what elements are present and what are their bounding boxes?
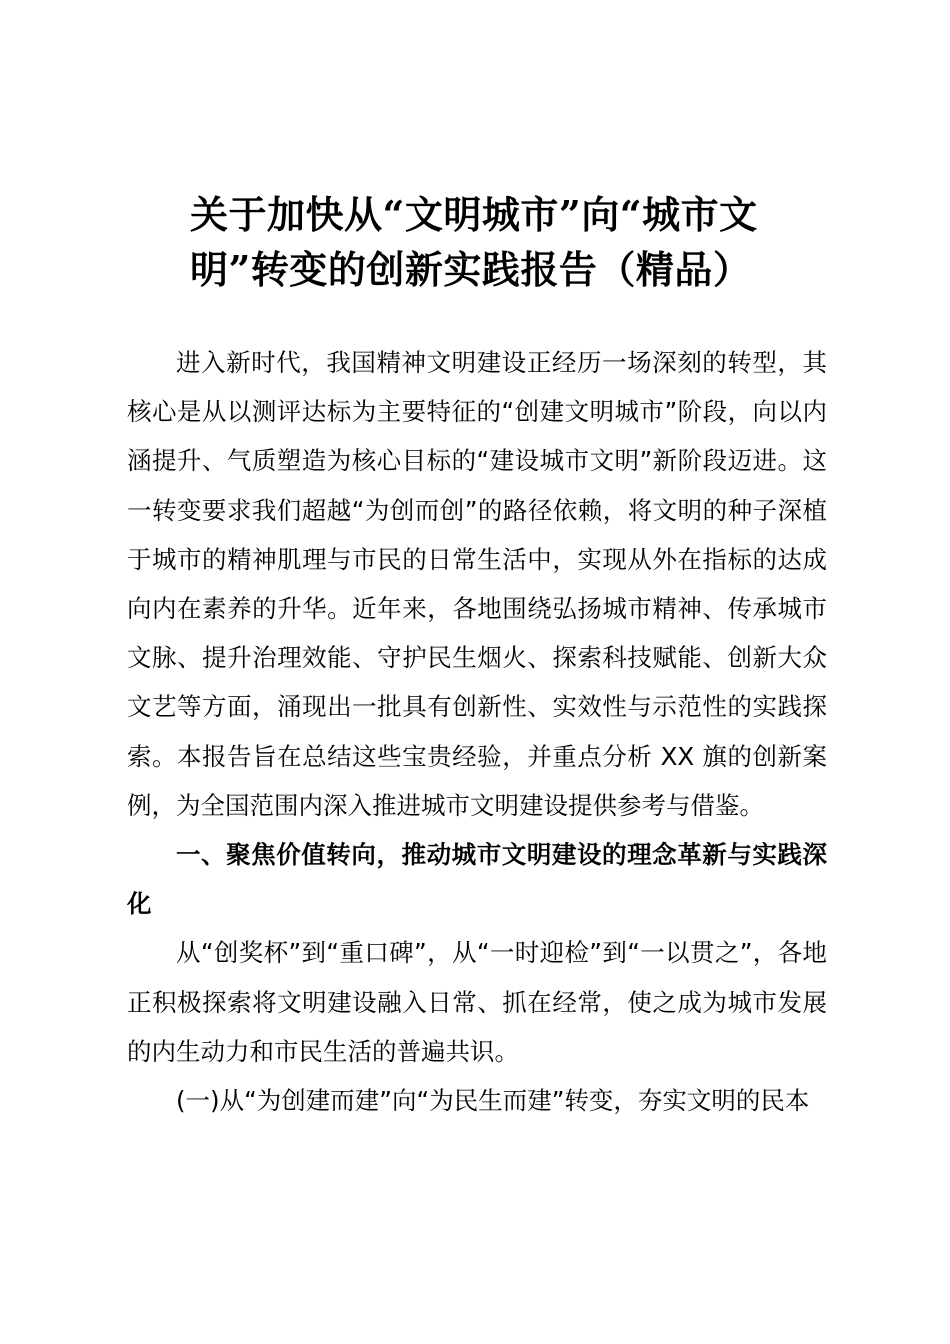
intro-paragraph: 进入新时代，我国精神文明建设正经历一场深刻的转型，其核心是从以测评达标为主要特征的“创建文明城市”阶段，向以内涵提升、气质塑造为核心目标的“建设城市文明”新阶段迈进。这一转变要求我们超越“为创而创”的路径依赖，将文明的种子深植于城市的精神肌理与市民的日常生活中，实现从外在指标的达成向内在素养的升华。近年来，各地围绕弘扬城市精神、传承城市文脉、提升治理效能、守护民生烟火、探索科技赋能、创新大众文艺等方面，涌现出一批具有创新性、实效性与示范性的实践探索。本报告旨在总结这些宝贵经验，并重点分析 XX 旗的创新案例，为全国范围内深入推进城市文明建设提供参考与借鉴。: [127, 348, 827, 820]
title-line-1: 关于加快从“文明城市”向“城市文: [190, 192, 758, 237]
document-title: [190, 187, 830, 297]
subsection-heading: (一)从“为创建而建”向“为民生而建”转变，夯实文明的民本: [176, 1086, 810, 1116]
title-line-2: 明”转变的创新实践报告（精品）: [190, 247, 752, 292]
document-body: [127, 338, 827, 1125]
section-heading: 一、聚焦价值转向，推动城市文明建设的理念革新与实践深化: [127, 840, 827, 919]
section-paragraph: 从“创奖杯”到“重口碑”，从“一时迎检”到“一以贯之”，各地正积极探索将文明建设融入日常、抓在经常，使之成为城市发展的内生动力和市民生活的普遍共识。: [127, 938, 827, 1066]
